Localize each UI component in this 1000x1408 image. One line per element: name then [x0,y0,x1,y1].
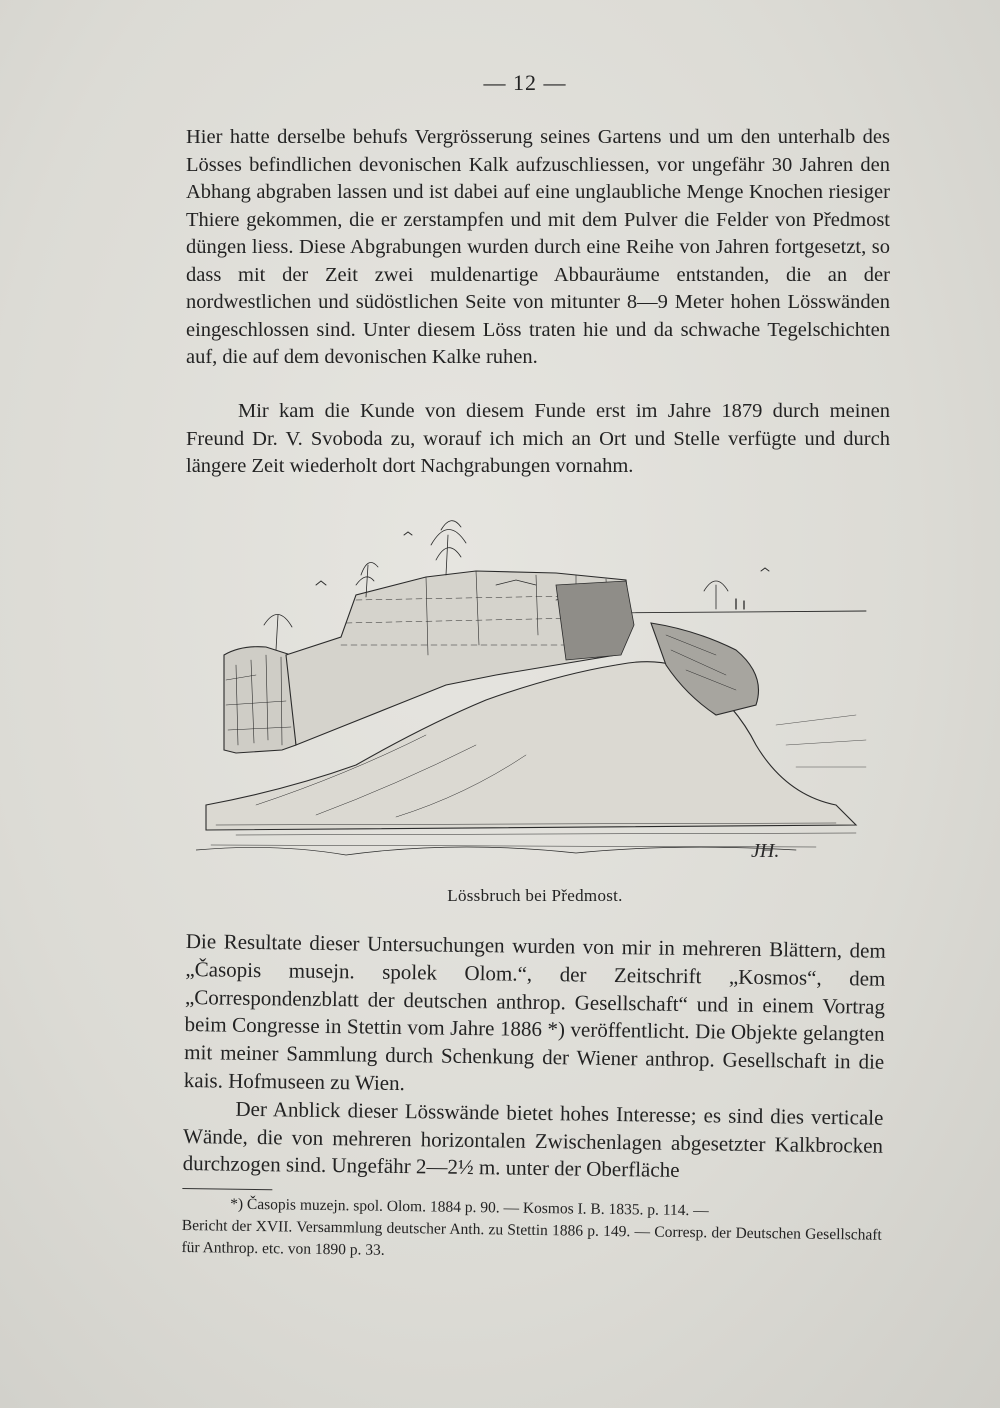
paragraph: Der Anblick dieser Lösswände bietet hohes Interesse; es sind dies verticale Wände, die von mehreren horizontalen Zwischenlagen abgesetzter Kalkbrocken durchzogen sind. Ungefähr 2—2½ m. unter der Oberfläche [182,1096,884,1183]
page-number: — 12 — [483,70,567,95]
paragraph: Mir kam die Kunde von diesem Funde erst im Jahre 1879 durch meinen Freund Dr. V. Svoboda zu, worauf ich mich an Ort und Stelle verfügte und durch längere Zeit wiederholt dort Nachgrabungen vornahm. [186,400,890,477]
artist-signature: JH. [751,840,780,862]
footnote-divider [182,1188,272,1190]
paragraph: Die Resultate dieser Untersuchungen wurden von mir in mehreren Blättern, dem „Časopis musejn. spolek Olom.“, der Zeitschrift „Kosmos“, dem „Correspondenzblatt der deutschen anthrop. Gesellschaft“ und in einem Vortrag beim Congresse in Stettin vom Jahre 1886 *) veröffentlicht. Die Objekte gelangten mit meiner Sammlung durch Schenkung der Wiener anthrop. Gesellschaft in die kais. Hofmuseen zu Wien. [183,928,886,1096]
illustration-loess-quarry [196,505,876,875]
footnote-line: *) Časopis muzejn. spol. Olom. 1884 p. 90. — Kosmos I. B. 1835. p. 114. — [230,1195,709,1220]
footnote-line: Bericht der XVII. Versammlung deutscher Anth. zu Stettin 1886 p. 149. — Corresp. der Deutschen Gesellschaft für Anthrop. etc. von 1890 p. 33. [181,1217,882,1259]
lower-text-block [181,928,886,1269]
paragraph: Hier hatte derselbe behufs Vergrösserung seines Gartens und um den unterhalb des Lösses befindlichen devonischen Kalk aufzuschliessen, vor ungefähr 30 Jahren den Abhang abgraben lassen und ist dabei auf eine unglaubliche Menge Knochen riesiger Thiere gekommen, die er zerstampfen und mit dem Pulver die Felder von Předmost düngen liess. Diese Abgrabungen wurden durch eine Reihe von Jahren fortgesetzt, so dass mit der Zeit zwei muldenartige Abbauräume entstanden, die an der nordwestlichen und südöstlichen Seite von mitunter 8—9 Meter hohen Lösswänden eingeschlossen sind. Unter diesem Löss traten hie und da schwache Tegelschichten auf, die auf dem devonischen Kalke ruhen. [186,126,890,368]
figure-caption: Lössbruch bei Předmost. [447,886,623,905]
footnote [181,1193,882,1269]
